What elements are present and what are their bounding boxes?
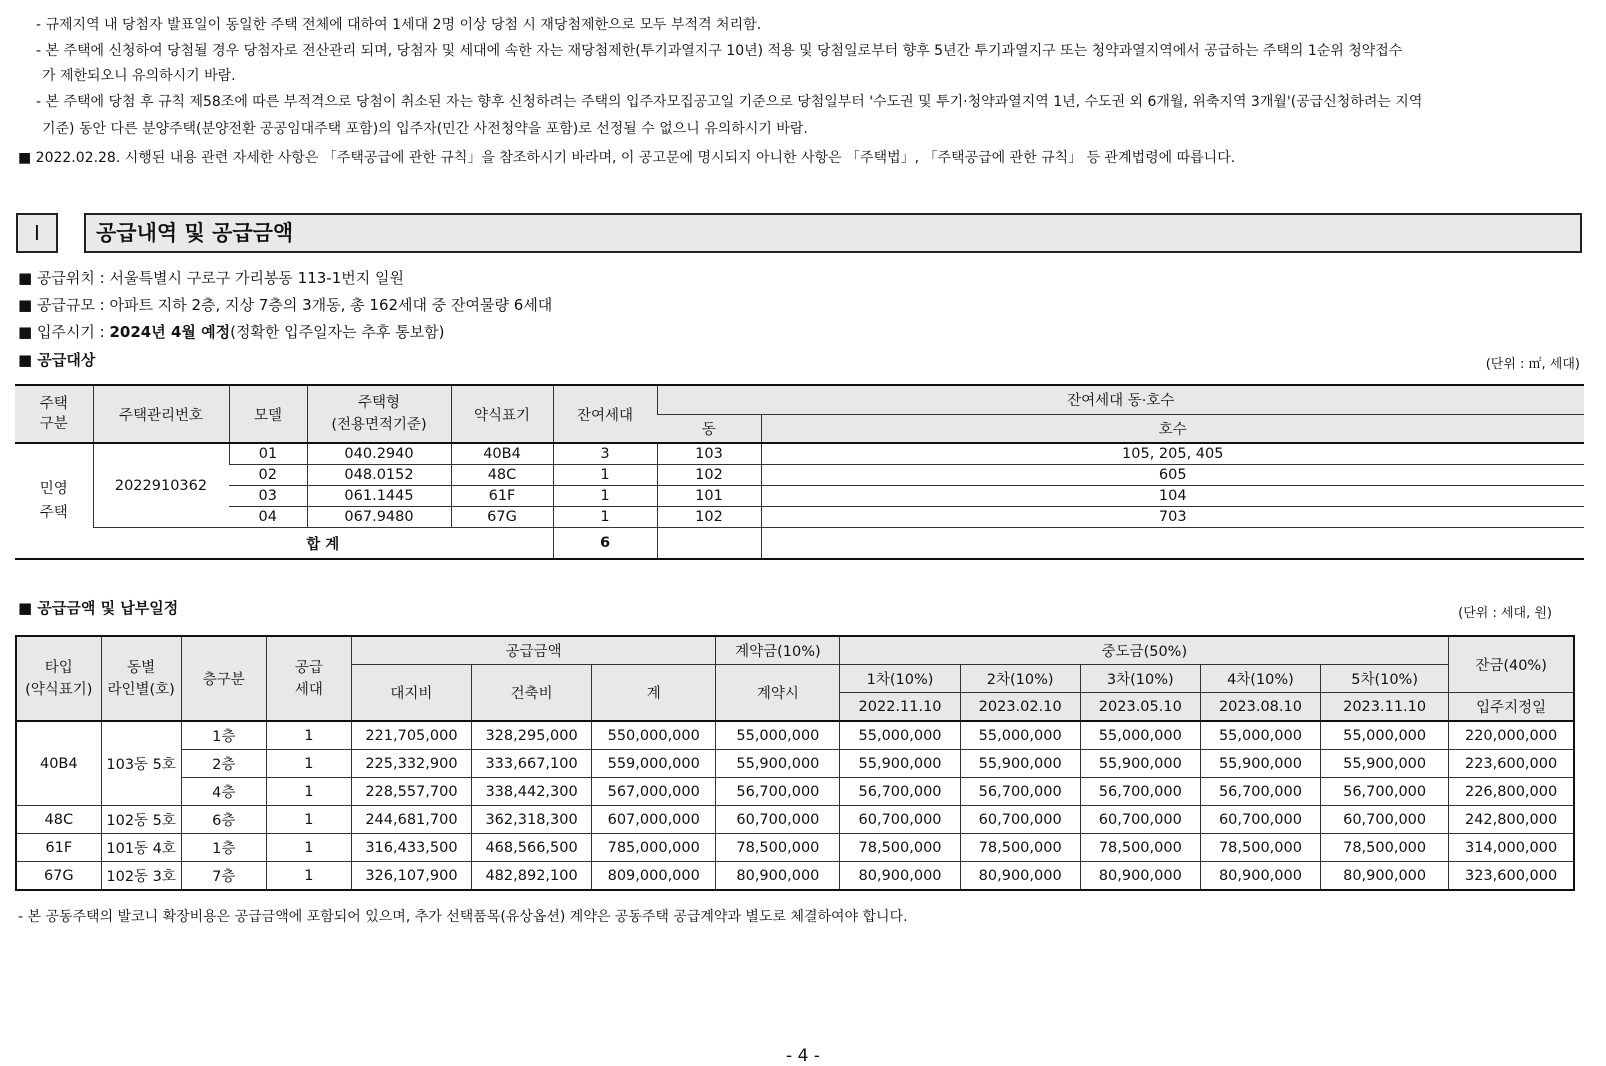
- land-cell: 326,107,900: [351, 862, 471, 891]
- sum-cell: 550,000,000: [592, 721, 716, 750]
- note-line-3: 가 제한되오니 유의하시기 바람.: [42, 68, 236, 84]
- mid-cell: 55,000,000: [1321, 721, 1449, 750]
- total-row: [15, 528, 1584, 560]
- mid-cell: 55,000,000: [960, 721, 1080, 750]
- mid-cell: 78,500,000: [1200, 834, 1320, 862]
- mid-cell: 55,000,000: [1200, 721, 1320, 750]
- mid-cell: 80,900,000: [840, 862, 960, 891]
- dong-cell: 103: [657, 443, 761, 465]
- header-mid-payment: 중도금(50%): [840, 636, 1449, 665]
- land-cell: 244,681,700: [351, 806, 471, 834]
- header-building: 건축비: [472, 665, 592, 722]
- header-balance: 잔금(40%): [1449, 636, 1574, 693]
- sum-cell: 607,000,000: [592, 806, 716, 834]
- header-mid-1: 1차(10%): [840, 665, 960, 693]
- units-cell: 1: [266, 806, 351, 834]
- balance-cell: 323,600,000: [1449, 862, 1574, 891]
- balance-cell: 242,800,000: [1449, 806, 1574, 834]
- dong-cell: 102: [657, 465, 761, 486]
- header-land: 대지비: [351, 665, 471, 722]
- move-in-period: [18, 322, 444, 342]
- total-label: 합 계: [93, 528, 553, 560]
- table-row: [16, 721, 1574, 750]
- header-mid-date-3: 2023.05.10: [1080, 693, 1200, 722]
- land-cell: 225,332,900: [351, 750, 471, 778]
- build-cell: 362,318,300: [472, 806, 592, 834]
- sum-cell: 785,000,000: [592, 834, 716, 862]
- build-cell: 482,892,100: [472, 862, 592, 891]
- header-line: 동별 라인별(호): [101, 636, 181, 721]
- abbr-cell: 40B4: [451, 443, 553, 465]
- move-in-note: (정확한 입주일자는 추후 통보함): [230, 323, 445, 341]
- mid-cell: 80,900,000: [1080, 862, 1200, 891]
- supply-target-heading: ■ 공급대상: [18, 351, 96, 369]
- mid-cell: 78,500,000: [1321, 834, 1449, 862]
- header-housing-type: 주택 구분: [15, 385, 93, 443]
- land-cell: 228,557,700: [351, 778, 471, 806]
- type-cell: 48C: [16, 806, 101, 834]
- table-row: [15, 507, 1584, 528]
- mid-cell: 55,900,000: [840, 750, 960, 778]
- type-cell: 61F: [16, 834, 101, 862]
- table-row: [16, 806, 1574, 834]
- balance-cell: 223,600,000: [1449, 750, 1574, 778]
- table-row: [16, 778, 1574, 806]
- count-cell: 1: [553, 465, 657, 486]
- header-mgmt-no: 주택관리번호: [93, 385, 229, 443]
- land-cell: 221,705,000: [351, 721, 471, 750]
- mid-cell: 56,700,000: [1321, 778, 1449, 806]
- section-number: I: [16, 213, 58, 253]
- deposit-cell: 56,700,000: [716, 778, 840, 806]
- supply-target-unit: (단위 : ㎡, 세대): [1485, 357, 1580, 372]
- line-cell: 102동 3호: [101, 862, 181, 891]
- model-cell: 03: [229, 486, 307, 507]
- header-deposit: 계약금(10%): [716, 636, 840, 665]
- floor-cell: 4층: [181, 778, 266, 806]
- empty-cell: [657, 528, 761, 560]
- note-line-1: - 규제지역 내 당첨자 발표일이 동일한 주택 전체에 대하여 1세대 2명 이상 당첨 시 재당첨제한으로 모두 부적격 처리함.: [36, 17, 762, 33]
- mid-cell: 60,700,000: [840, 806, 960, 834]
- area-cell: 067.9480: [307, 507, 451, 528]
- deposit-cell: 55,000,000: [716, 721, 840, 750]
- header-type: 타입 (약식표기): [16, 636, 101, 721]
- model-cell: 02: [229, 465, 307, 486]
- ho-cell: 703: [761, 507, 1584, 528]
- section-title: 공급내역 및 공급금액: [84, 213, 1582, 253]
- abbr-cell: 67G: [451, 507, 553, 528]
- abbr-cell: 48C: [451, 465, 553, 486]
- move-in-date: 2024년 4월 예정: [109, 323, 231, 341]
- table-row: [16, 834, 1574, 862]
- units-cell: 1: [266, 862, 351, 891]
- floor-cell: 1층: [181, 721, 266, 750]
- deposit-cell: 60,700,000: [716, 806, 840, 834]
- dong-cell: 101: [657, 486, 761, 507]
- price-unit: (단위 : 세대, 원): [1458, 606, 1552, 621]
- balance-cell: 314,000,000: [1449, 834, 1574, 862]
- mid-cell: 56,700,000: [960, 778, 1080, 806]
- units-cell: 1: [266, 778, 351, 806]
- mid-cell: 78,500,000: [960, 834, 1080, 862]
- price-table: [15, 635, 1575, 891]
- abbr-cell: 61F: [451, 486, 553, 507]
- area-cell: 048.0152: [307, 465, 451, 486]
- mid-cell: 60,700,000: [1200, 806, 1320, 834]
- mid-cell: 60,700,000: [1321, 806, 1449, 834]
- header-sum: 계: [592, 665, 716, 722]
- area-cell: 040.2940: [307, 443, 451, 465]
- table-row: [15, 443, 1584, 465]
- header-ho: 호수: [761, 414, 1584, 443]
- mid-cell: 78,500,000: [840, 834, 960, 862]
- floor-cell: 2층: [181, 750, 266, 778]
- mid-cell: 60,700,000: [1080, 806, 1200, 834]
- line-cell: 101동 4호: [101, 834, 181, 862]
- type-cell: 67G: [16, 862, 101, 891]
- build-cell: 468,566,500: [472, 834, 592, 862]
- type-cell: 40B4: [16, 721, 101, 806]
- area-cell: 061.1445: [307, 486, 451, 507]
- count-cell: 3: [553, 443, 657, 465]
- mid-cell: 56,700,000: [840, 778, 960, 806]
- table-row: [16, 750, 1574, 778]
- ho-cell: 105, 205, 405: [761, 443, 1584, 465]
- mid-cell: 55,900,000: [1200, 750, 1320, 778]
- mid-cell: 55,900,000: [1321, 750, 1449, 778]
- line-cell: 103동 5호: [101, 721, 181, 806]
- header-abbr: 약식표기: [451, 385, 553, 443]
- empty-cell: [761, 528, 1584, 560]
- units-cell: 1: [266, 834, 351, 862]
- page-number: - 4 -: [786, 1046, 820, 1066]
- mid-cell: 56,700,000: [1200, 778, 1320, 806]
- mid-cell: 80,900,000: [1321, 862, 1449, 891]
- table-row: [15, 486, 1584, 507]
- header-mid-date-1: 2022.11.10: [840, 693, 960, 722]
- header-mid-3: 3차(10%): [1080, 665, 1200, 693]
- line-cell: 102동 5호: [101, 806, 181, 834]
- note-line-4: - 본 주택에 당첨 후 규칙 제58조에 따른 부적격으로 당첨이 취소된 자는 향후 신청하려는 주택의 입주자모집공고일 기준으로 당첨일부터 '수도권 및 투기·청약과열지역 1년, 수도권 외 6개월, 위축지역 3개월'(공급신청하려는 지역: [36, 94, 1423, 110]
- build-cell: 338,442,300: [472, 778, 592, 806]
- mid-cell: 56,700,000: [1080, 778, 1200, 806]
- header-supply-price: 공급금액: [351, 636, 715, 665]
- mid-cell: 80,900,000: [960, 862, 1080, 891]
- total-value: 6: [553, 528, 657, 560]
- ho-cell: 605: [761, 465, 1584, 486]
- supply-location: ■ 공급위치 : 서울특별시 구로구 가리봉동 113-1번지 일원: [18, 269, 404, 287]
- header-remaining: 잔여세대: [553, 385, 657, 443]
- model-cell: 04: [229, 507, 307, 528]
- floor-cell: 1층: [181, 834, 266, 862]
- mid-cell: 55,000,000: [1080, 721, 1200, 750]
- mgmt-no-cell: 2022910362: [93, 443, 229, 528]
- dong-cell: 102: [657, 507, 761, 528]
- header-model: 모델: [229, 385, 307, 443]
- build-cell: 328,295,000: [472, 721, 592, 750]
- header-floor: 층구분: [181, 636, 266, 721]
- sum-cell: 567,000,000: [592, 778, 716, 806]
- mid-cell: 60,700,000: [960, 806, 1080, 834]
- deposit-cell: 80,900,000: [716, 862, 840, 891]
- table-row: [16, 862, 1574, 891]
- mid-cell: 55,900,000: [960, 750, 1080, 778]
- price-heading: ■ 공급금액 및 납부일정: [18, 599, 179, 617]
- floor-cell: 7층: [181, 862, 266, 891]
- move-in-label: ■ 입주시기 :: [18, 323, 110, 341]
- header-units: 공급 세대: [266, 636, 351, 721]
- mid-cell: 80,900,000: [1200, 862, 1320, 891]
- header-mid-date-4: 2023.08.10: [1200, 693, 1320, 722]
- table-row: [15, 465, 1584, 486]
- units-cell: 1: [266, 721, 351, 750]
- footer-note: - 본 공동주택의 발코니 확장비용은 공급금액에 포함되어 있으며, 추가 선택품목(유상옵션) 계약은 공동주택 공급계약과 별도로 체결하여야 합니다.: [18, 909, 908, 925]
- balance-cell: 226,800,000: [1449, 778, 1574, 806]
- sum-cell: 809,000,000: [592, 862, 716, 891]
- housing-type-cell: 민영 주택: [15, 443, 93, 559]
- header-mid-5: 5차(10%): [1321, 665, 1449, 693]
- sum-cell: 559,000,000: [592, 750, 716, 778]
- mid-cell: 55,000,000: [840, 721, 960, 750]
- supply-target-table: [15, 384, 1584, 560]
- ho-cell: 104: [761, 486, 1584, 507]
- mid-cell: 55,900,000: [1080, 750, 1200, 778]
- land-cell: 316,433,500: [351, 834, 471, 862]
- header-mid-2: 2차(10%): [960, 665, 1080, 693]
- units-cell: 1: [266, 750, 351, 778]
- floor-cell: 6층: [181, 806, 266, 834]
- deposit-cell: 55,900,000: [716, 750, 840, 778]
- header-mid-date-5: 2023.11.10: [1321, 693, 1449, 722]
- note-line-5: 기준) 동안 다른 분양주택(분양전환 공공임대주택 포함)의 입주자(민간 사전청약을 포함)로 선정될 수 없으니 유의하시기 바람.: [42, 121, 808, 137]
- header-mid-4: 4차(10%): [1200, 665, 1320, 693]
- notice-line: ■ 2022.02.28. 시행된 내용 관련 자세한 사항은 「주택공급에 관한 규칙」을 참조하시기 바라며, 이 공고문에 명시되지 아니한 사항은 「주택법」, 「주택공급에 관한 규칙」 등 관계법령에 따릅니다.: [18, 150, 1236, 166]
- note-line-2: - 본 주택에 신청하여 당첨될 경우 당첨자로 전산관리 되며, 당첨자 및 세대에 속한 자는 재당첨제한(투기과열지구 10년) 적용 및 당첨일로부터 향후 5년간 투기과열지구 또는 청약과열지역에서 공급하는 주택의 1순위 청약접수: [36, 43, 1403, 59]
- balance-cell: 220,000,000: [1449, 721, 1574, 750]
- header-dong: 동: [657, 414, 761, 443]
- count-cell: 1: [553, 507, 657, 528]
- deposit-cell: 78,500,000: [716, 834, 840, 862]
- count-cell: 1: [553, 486, 657, 507]
- header-balance-date: 입주지정일: [1449, 693, 1574, 722]
- supply-scale: ■ 공급규모 : 아파트 지하 2층, 지상 7층의 3개동, 총 162세대 중 잔여물량 6세대: [18, 296, 553, 314]
- header-dong-ho: 잔여세대 동·호수: [657, 385, 1584, 414]
- model-cell: 01: [229, 443, 307, 465]
- header-deposit-timing: 계약시: [716, 665, 840, 722]
- header-mid-date-2: 2023.02.10: [960, 693, 1080, 722]
- build-cell: 333,667,100: [472, 750, 592, 778]
- header-area: 주택형 (전용면적기준): [307, 385, 451, 443]
- mid-cell: 78,500,000: [1080, 834, 1200, 862]
